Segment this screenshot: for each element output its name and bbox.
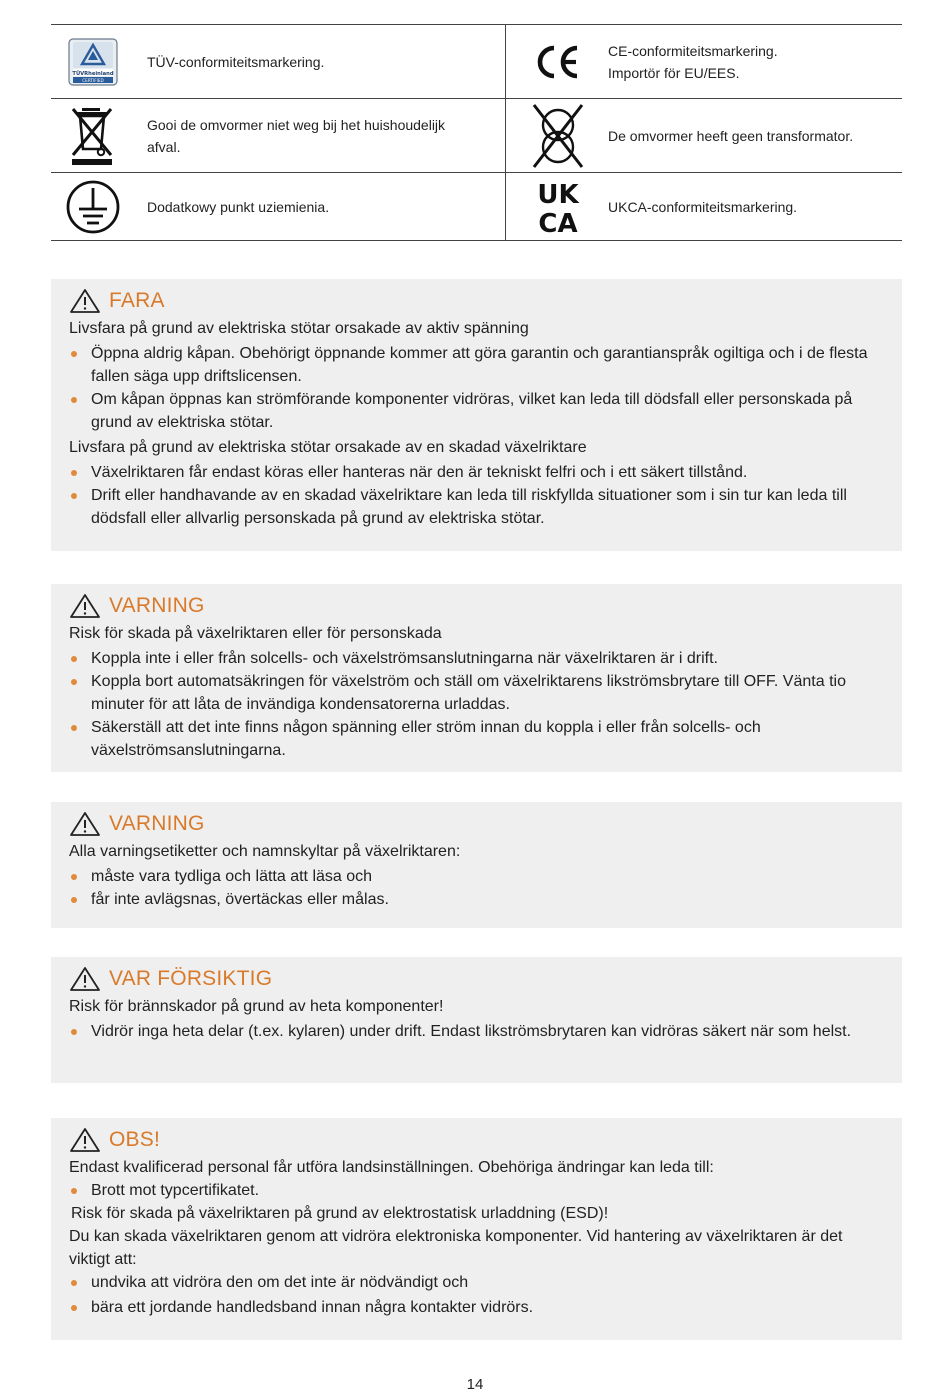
ce-mark-icon <box>528 42 588 82</box>
symbol-table <box>51 24 902 241</box>
notice-header <box>69 810 886 838</box>
tuv-text: TÜV-conformiteitsmarkering. <box>147 53 325 70</box>
notice-bullet: Vidrör inga heta delar (t.ex. kylaren) under drift. Endast likströmsbrytaren kan vidröras säkert när som helst. <box>69 1020 886 1043</box>
notice-line: Livsfara på grund av elektriska stötar orsakade av aktiv spänning <box>69 320 529 337</box>
notice-line: Du kan skada växelriktaren genom att vidröra elektroniska komponenter. Vid hantering av växelriktaren är det viktigt att: <box>69 1228 843 1268</box>
caution-notice <box>51 957 902 1083</box>
ce-text: CE-conformiteitsmarkering. Importör för EU/EES. <box>608 42 778 81</box>
notice-line: Alla varningsetiketter och namnskyltar på växelriktaren: <box>69 843 461 860</box>
notice-bullet: måste vara tydliga och lätta att läsa och <box>69 865 886 888</box>
warning-triangle-icon <box>69 966 101 992</box>
notice-bullet: Om kåpan öppnas kan strömförande komponenter vidröras, vilket kan leda till dödsfall eller personskada på grund av elektriska stötar. <box>69 388 886 434</box>
no-transformer-text: De omvormer heeft geen transformator. <box>608 127 854 144</box>
symbol-cell-no-transformer <box>506 99 902 172</box>
no-transformer-icon <box>528 103 588 169</box>
notice-bullet: Koppla inte i eller från solcells- och växelströmsanslutningarna när växelriktaren är i drift. <box>69 647 886 670</box>
crossed-bin-icon <box>63 105 123 167</box>
notice-bullet: får inte avlägsnas, övertäckas eller målas. <box>69 888 886 911</box>
ukca-mark-icon <box>528 178 588 236</box>
symbol-cell-tuv <box>51 25 506 98</box>
notice-bullet: Växelriktaren får endast köras eller hanteras när den är tekniskt felfri och i ett säkert tillstånd. <box>69 461 886 484</box>
notice-line: Livsfara på grund av elektriska stötar orsakade av en skadad växelriktare <box>69 439 587 456</box>
notice-bullet: Säkerställ att det inte finns någon spänning eller ström innan du koppla i eller från solcells- och växelströmsanslutningarna. <box>69 716 886 762</box>
ground-icon <box>63 179 123 235</box>
notice-bullet: undvika att vidröra den om det inte är nödvändigt och <box>69 1271 886 1294</box>
notice-header <box>69 1126 886 1154</box>
danger-notice <box>51 279 902 551</box>
notice-title: VARNING <box>109 594 205 617</box>
symbol-row <box>51 173 902 241</box>
tuv-certified-icon <box>63 38 123 86</box>
notice-line: Risk för skada på växelriktaren eller för personskada <box>69 625 442 642</box>
notice-bullet: Öppna aldrig kåpan. Obehörigt öppnande kommer att göra garantin och garantianspråk ogiltiga och i de flesta fallen säga upp driftslicensen. <box>69 342 886 388</box>
notice-header <box>69 965 886 993</box>
warning-triangle-icon <box>69 1127 101 1153</box>
ukca-mark-top: UK <box>537 179 579 210</box>
warning-triangle-icon <box>69 288 101 314</box>
notice-header <box>69 287 886 315</box>
notice-line: Risk för brännskador på grund av heta komponenter! <box>69 998 444 1015</box>
notice-bullet: Koppla bort automatsäkringen för växelström och ställ om växelriktarens likströmsbrytare till OFF. Vänta tio minuter för att låta de invändiga kondensatorerna urladdas. <box>69 670 886 716</box>
notice-title: FARA <box>109 289 165 312</box>
weee-text: Gooi de omvormer niet weg bij het huishoudelijk afval. <box>147 116 446 155</box>
notice-title: OBS! <box>109 1128 160 1151</box>
symbol-cell-ukca <box>506 173 902 240</box>
notice-bullet: Drift eller handhavande av en skadad växelriktare kan leda till riskfyllda situationer som i sin tur kan leda till dödsfall eller allvarlig personskada på grund av elektriska stötar. <box>69 484 886 530</box>
warning-notice <box>51 802 902 928</box>
symbol-cell-ground <box>51 173 506 240</box>
tuv-logo-text: TÜVRheinland <box>72 70 114 77</box>
ground-text: Dodatkowy punkt uziemienia. <box>147 198 330 215</box>
symbol-row <box>51 99 902 173</box>
warning-notice <box>51 584 902 772</box>
page-number: 14 <box>466 1376 484 1393</box>
symbol-cell-ce <box>506 25 902 98</box>
notice-title: VAR FÖRSIKTIG <box>109 967 273 990</box>
ukca-mark-bottom: CA <box>538 208 578 236</box>
warning-triangle-icon <box>69 811 101 837</box>
notice-line: Risk för skada på växelriktaren på grund av elektrostatisk urladdning (ESD)! <box>71 1205 609 1222</box>
symbol-cell-weee <box>51 99 506 172</box>
tuv-logo-subtext: CERTIFIED <box>82 77 104 83</box>
symbol-row <box>51 25 902 99</box>
notice-bullet: Brott mot typcertifikatet. <box>69 1179 886 1202</box>
notice-title: VARNING <box>109 812 205 835</box>
warning-triangle-icon <box>69 593 101 619</box>
note-notice <box>51 1118 902 1340</box>
notice-header <box>69 592 886 620</box>
ukca-text: UKCA-conformiteitsmarkering. <box>608 198 798 215</box>
notice-bullet: bära ett jordande handledsband innan några kontakter vidrörs. <box>69 1296 886 1319</box>
notice-line: Endast kvalificerad personal får utföra landsinställningen. Obehöriga ändringar kan leda till: <box>69 1159 714 1176</box>
